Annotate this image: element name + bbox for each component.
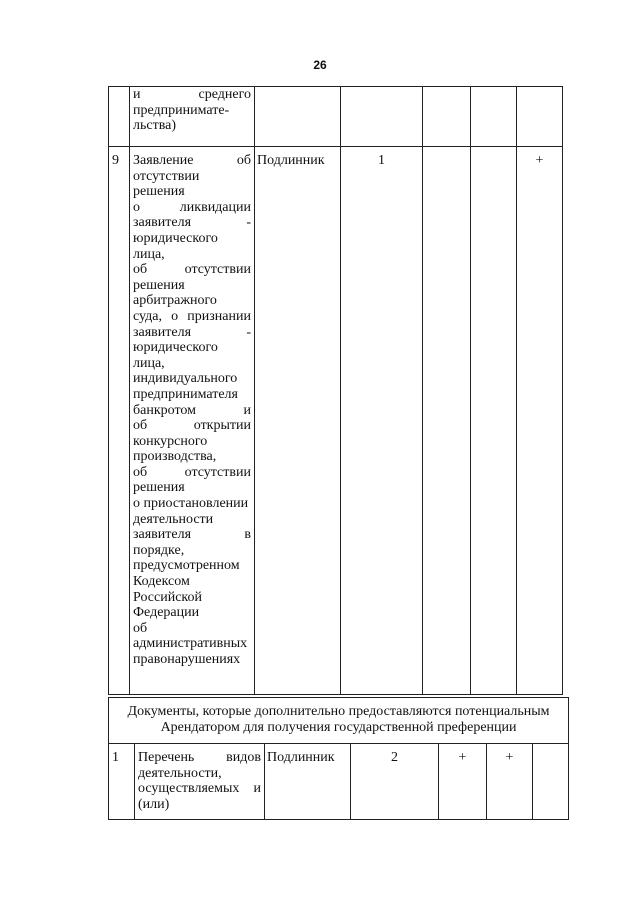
document-name-line: предпринимателя (133, 386, 238, 402)
document-name-line: решения (133, 480, 185, 496)
documents-table (108, 86, 563, 695)
document-name-line: об отсутствии (133, 262, 251, 278)
form-cell (255, 87, 341, 147)
document-name-line: порядке, (133, 542, 185, 558)
row-number-cell: 9 (109, 147, 130, 695)
table-row (109, 147, 563, 695)
document-name-line: административных (133, 636, 248, 652)
document-name-line: лица, (133, 355, 165, 371)
document-name-line: юридического (133, 230, 218, 246)
document-name-line: и среднего (133, 87, 251, 102)
document-name-line: Перечень видов (138, 750, 261, 765)
document-name-line: юридического (133, 340, 218, 356)
document-name-line: льства) (133, 118, 177, 134)
mark-cell (471, 87, 517, 147)
document-name-line: индивидуального (133, 371, 238, 387)
document-name-cell (130, 147, 255, 695)
table-row (109, 744, 569, 820)
document-name-line: производства, (133, 449, 217, 465)
document-name-line: заявителя - (133, 215, 251, 231)
document-name-line: решения (133, 184, 185, 200)
document-name-line: лица, (133, 246, 165, 262)
mark-cell (533, 744, 569, 820)
document-name-line: об (133, 620, 148, 636)
row-number-cell: 1 (109, 744, 135, 820)
document-name-cell (135, 744, 265, 820)
mark-cell: + (517, 147, 563, 695)
page-number: 26 (313, 58, 327, 72)
mark-cell (423, 87, 471, 147)
mark-cell: + (487, 744, 533, 820)
document-name-line: арбитражного (133, 293, 217, 309)
document-name-line: отсутствии (133, 168, 200, 184)
document-name-line: конкурсного (133, 433, 208, 449)
document-name-line: (или) (138, 796, 170, 812)
additional-documents-table (108, 697, 569, 820)
count-cell (341, 87, 423, 147)
document-name-line: предпринимате- (133, 102, 230, 118)
document-name-line: правонарушениях (133, 652, 241, 667)
mark-cell: + (439, 744, 487, 820)
table-row (109, 87, 563, 147)
document-name-line: об открытии (133, 418, 251, 434)
document-name-line: заявителя - (133, 324, 251, 340)
document-name-line: деятельности, (138, 765, 222, 781)
document-name-line: Заявление об (133, 153, 251, 168)
document-name-cell (130, 87, 255, 147)
form-cell: Подлинник (255, 147, 341, 695)
document-name-line: Кодексом (133, 574, 190, 590)
mark-cell (423, 147, 471, 695)
document-name-line: суда, о признании (133, 308, 251, 324)
document-name-line: о ликвидации (133, 199, 251, 215)
count-cell: 1 (341, 147, 423, 695)
document-name-line: предусмотренном (133, 558, 240, 574)
count-cell: 2 (351, 744, 439, 820)
row-number-cell (109, 87, 130, 147)
document-name-line: деятельности (133, 511, 214, 527)
document-name-line: заявителя в (133, 527, 251, 543)
document-name-line: об отсутствии (133, 464, 251, 480)
document-name-line: о приостановлении (133, 496, 249, 512)
mark-cell (517, 87, 563, 147)
document-name-line: Федерации (133, 605, 200, 621)
mark-cell (471, 147, 517, 695)
document-name-line: решения (133, 277, 185, 293)
section-header: Документы, которые дополнительно предоставляются потенциальным Арендатором для получения государственной преференции (109, 698, 569, 744)
document-name-line: Российской (133, 589, 202, 605)
section-header-row (109, 698, 569, 744)
form-cell: Подлинник (265, 744, 351, 820)
document-name-line: осуществляемых и (138, 781, 261, 797)
document-name-line: банкротом и (133, 402, 251, 418)
